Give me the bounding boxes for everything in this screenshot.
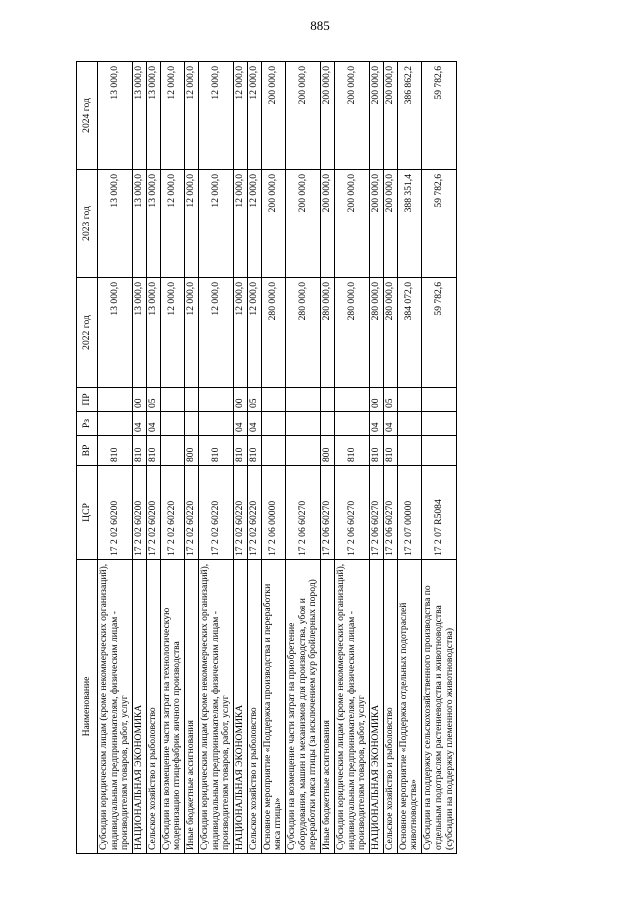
cell-2024: 12 000,0 (185, 62, 199, 170)
cell-pr (286, 388, 321, 412)
cell-pr (98, 388, 133, 412)
cell-2023: 200 000,0 (261, 170, 285, 278)
cell-name: Сельское хозяйство и рыболовство (247, 560, 261, 854)
cell-2022: 13 000,0 (133, 278, 147, 388)
cell-2024: 13 000,0 (133, 62, 147, 170)
cell-vr (160, 436, 184, 466)
cell-vr: 800 (321, 436, 335, 466)
cell-2023: 12 000,0 (234, 170, 248, 278)
cell-vr: 810 (383, 436, 397, 466)
cell-csr: 17 2 02 60200 (146, 466, 160, 560)
table-row (247, 62, 261, 854)
cell-rz (198, 412, 233, 436)
cell-2024: 200 000,0 (321, 62, 335, 170)
cell-name: Основное мероприятие «Поддержка отдельных подотраслей животноводства» (397, 560, 421, 854)
cell-vr: 810 (146, 436, 160, 466)
cell-2024: 12 000,0 (198, 62, 233, 170)
cell-csr: 17 2 07 R5084 (422, 466, 457, 560)
cell-rz (321, 412, 335, 436)
cell-name: НАЦИОНАЛЬНАЯ ЭКОНОМИКА (234, 560, 248, 854)
cell-name: НАЦИОНАЛЬНАЯ ЭКОНОМИКА (370, 560, 384, 854)
cell-2022: 280 000,0 (334, 278, 369, 388)
table-row (160, 62, 184, 854)
cell-pr (185, 388, 199, 412)
cell-vr: 810 (234, 436, 248, 466)
cell-2023: 200 000,0 (383, 170, 397, 278)
cell-csr: 17 2 02 60220 (247, 466, 261, 560)
cell-rz: 04 (383, 412, 397, 436)
header-2023: 2023 год (77, 170, 98, 278)
cell-pr: 05 (383, 388, 397, 412)
table-body (98, 62, 457, 854)
cell-vr: 810 (133, 436, 147, 466)
cell-pr (334, 388, 369, 412)
header-vr: ВР (77, 436, 98, 466)
cell-2023: 12 000,0 (198, 170, 233, 278)
cell-rz: 04 (370, 412, 384, 436)
cell-name: Иные бюджетные ассигнования (185, 560, 199, 854)
table-row (133, 62, 147, 854)
cell-2023: 388 351,4 (397, 170, 421, 278)
cell-pr (422, 388, 457, 412)
cell-csr: 17 2 06 60270 (383, 466, 397, 560)
cell-csr: 17 2 06 60270 (334, 466, 369, 560)
cell-rz (261, 412, 285, 436)
cell-csr: 17 2 06 60270 (321, 466, 335, 560)
cell-csr: 17 2 02 60220 (234, 466, 248, 560)
table-row (185, 62, 199, 854)
cell-2024: 13 000,0 (146, 62, 160, 170)
cell-name: Субсидии юридическим лицам (кроме некоммерческих организаций), индивидуальным предпринимателям, физическим лицам - производителям товаров, работ, услуг (98, 560, 133, 854)
cell-2024: 59 782,6 (422, 62, 457, 170)
cell-2024: 200 000,0 (261, 62, 285, 170)
cell-2022: 12 000,0 (234, 278, 248, 388)
cell-rz: 04 (146, 412, 160, 436)
cell-rz: 04 (247, 412, 261, 436)
cell-csr: 17 2 02 60220 (160, 466, 184, 560)
header-2022: 2022 год (77, 278, 98, 388)
header-name: Наименование (77, 560, 98, 854)
cell-name: Субсидии на возмещение части затрат на технологическую модернизацию птицефабрик яичного производства (160, 560, 184, 854)
cell-2023: 13 000,0 (146, 170, 160, 278)
cell-2023: 12 000,0 (185, 170, 199, 278)
cell-csr: 17 2 06 00000 (261, 466, 285, 560)
cell-vr (286, 436, 321, 466)
cell-2023: 59 782,6 (422, 170, 457, 278)
cell-rz (397, 412, 421, 436)
table-row (146, 62, 160, 854)
table-row (370, 62, 384, 854)
cell-rz (286, 412, 321, 436)
cell-name: НАЦИОНАЛЬНАЯ ЭКОНОМИКА (133, 560, 147, 854)
cell-name: Сельское хозяйство и рыболовство (146, 560, 160, 854)
rotated-table-frame (76, 62, 632, 854)
cell-2022: 280 000,0 (261, 278, 285, 388)
cell-2023: 200 000,0 (286, 170, 321, 278)
cell-name: Иные бюджетные ассигнования (321, 560, 335, 854)
cell-rz (334, 412, 369, 436)
cell-vr: 810 (334, 436, 369, 466)
header-csr: ЦСР (77, 466, 98, 560)
table-row (321, 62, 335, 854)
cell-csr: 17 2 02 60220 (185, 466, 199, 560)
cell-2023: 200 000,0 (334, 170, 369, 278)
table-row (98, 62, 133, 854)
cell-2023: 200 000,0 (370, 170, 384, 278)
cell-vr (261, 436, 285, 466)
cell-vr: 810 (370, 436, 384, 466)
cell-2022: 280 000,0 (370, 278, 384, 388)
table-row (198, 62, 233, 854)
cell-pr: 00 (133, 388, 147, 412)
table-row (286, 62, 321, 854)
cell-2022: 384 072,0 (397, 278, 421, 388)
cell-2024: 386 862,2 (397, 62, 421, 170)
cell-2023: 13 000,0 (133, 170, 147, 278)
table-row (383, 62, 397, 854)
cell-pr (261, 388, 285, 412)
cell-2022: 12 000,0 (198, 278, 233, 388)
cell-name: Субсидии на возмещение части затрат на приобретение оборудования, машин и механизмов для производства, убоя и переработки мяса птицы (за исключением кур бройлерных пород) (286, 560, 321, 854)
rotated-table-container (76, 62, 632, 854)
cell-2022: 280 000,0 (383, 278, 397, 388)
cell-pr (160, 388, 184, 412)
cell-2023: 200 000,0 (321, 170, 335, 278)
cell-rz: 04 (133, 412, 147, 436)
table-row (422, 62, 457, 854)
cell-vr (397, 436, 421, 466)
cell-rz (422, 412, 457, 436)
cell-csr: 17 2 07 00000 (397, 466, 421, 560)
cell-pr: 05 (146, 388, 160, 412)
cell-2024: 200 000,0 (334, 62, 369, 170)
cell-2022: 59 782,6 (422, 278, 457, 388)
cell-2024: 13 000,0 (98, 62, 133, 170)
cell-2023: 12 000,0 (247, 170, 261, 278)
header-2024: 2024 год (77, 62, 98, 170)
cell-2024: 12 000,0 (160, 62, 184, 170)
cell-rz (185, 412, 199, 436)
cell-pr: 05 (247, 388, 261, 412)
cell-2024: 200 000,0 (286, 62, 321, 170)
cell-rz (98, 412, 133, 436)
cell-pr (397, 388, 421, 412)
cell-vr: 810 (198, 436, 233, 466)
cell-2024: 200 000,0 (383, 62, 397, 170)
cell-vr: 800 (185, 436, 199, 466)
cell-2022: 13 000,0 (146, 278, 160, 388)
table-row (334, 62, 369, 854)
table-header-row (77, 62, 98, 854)
cell-2022: 12 000,0 (247, 278, 261, 388)
cell-2023: 13 000,0 (98, 170, 133, 278)
cell-pr (198, 388, 233, 412)
cell-2024: 200 000,0 (370, 62, 384, 170)
table-row (234, 62, 248, 854)
header-rz: Рз (77, 412, 98, 436)
cell-vr: 810 (247, 436, 261, 466)
page-number: 885 (310, 18, 330, 33)
cell-2022: 12 000,0 (185, 278, 199, 388)
cell-name: Сельское хозяйство и рыболовство (383, 560, 397, 854)
cell-pr: 00 (234, 388, 248, 412)
header-pr: ПР (77, 388, 98, 412)
cell-rz (160, 412, 184, 436)
cell-name: Основное мероприятие «Поддержка производства и переработки мяса птицы» (261, 560, 285, 854)
cell-2022: 12 000,0 (160, 278, 184, 388)
cell-2022: 280 000,0 (286, 278, 321, 388)
cell-csr: 17 2 02 60200 (98, 466, 133, 560)
cell-rz: 04 (234, 412, 248, 436)
cell-2023: 12 000,0 (160, 170, 184, 278)
cell-vr (422, 436, 457, 466)
budget-table (76, 61, 457, 854)
cell-csr: 17 2 02 60220 (198, 466, 233, 560)
cell-2024: 12 000,0 (234, 62, 248, 170)
cell-2022: 280 000,0 (321, 278, 335, 388)
cell-2024: 12 000,0 (247, 62, 261, 170)
cell-name: Субсидии на поддержку сельскохозяйственного производства по отдельным подотраслям растениеводства и животноводства (субсидии на поддержку племенного животноводства) (422, 560, 457, 854)
cell-2022: 13 000,0 (98, 278, 133, 388)
table-row (397, 62, 421, 854)
cell-csr: 17 2 06 60270 (370, 466, 384, 560)
cell-name: Субсидии юридическим лицам (кроме некоммерческих организаций), индивидуальным предпринимателям, физическим лицам - производителям товаров, работ, услуг (198, 560, 233, 854)
cell-csr: 17 2 06 60270 (286, 466, 321, 560)
cell-name: Субсидии юридическим лицам (кроме некоммерческих организаций), индивидуальным предпринимателям, физическим лицам - производителям товаров, работ, услуг (334, 560, 369, 854)
cell-vr: 810 (98, 436, 133, 466)
cell-pr (321, 388, 335, 412)
table-row (261, 62, 285, 854)
cell-csr: 17 2 02 60200 (133, 466, 147, 560)
cell-pr: 00 (370, 388, 384, 412)
